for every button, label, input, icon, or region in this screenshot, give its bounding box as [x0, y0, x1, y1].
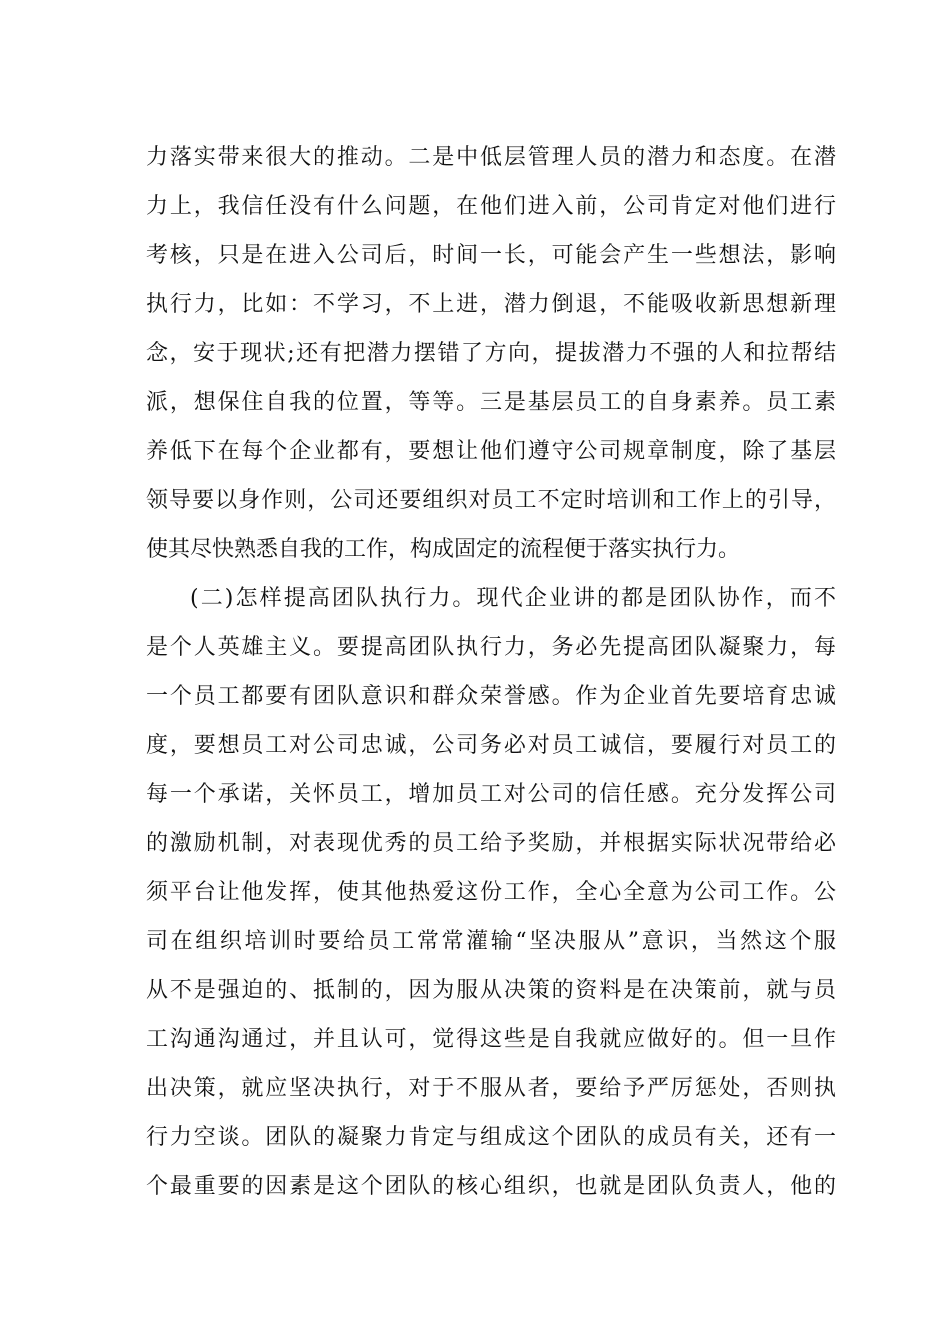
- text-line: 养低下在每个企业都有，要想让他们遵守公司规章制度，除了基层: [146, 439, 836, 464]
- text-line: 是个人英雄主义。要提高团队执行力，务必先提高团队凝聚力，每: [146, 635, 836, 660]
- text-line: 考核，只是在进入公司后，时间一长，可能会产生一些想法，影响: [146, 243, 836, 268]
- text-line: 工沟通沟通过，并且认可，觉得这些是自我就应做好的。但一旦作: [146, 1027, 836, 1052]
- paragraph-first-line: (二)怎样提高团队执行力。现代企业讲的都是团队协作，而不: [190, 586, 836, 611]
- paragraph-last-line: 使其尽快熟悉自我的工作，构成固定的流程便于落实执行力。: [146, 537, 741, 562]
- text-line: 力落实带来很大的推动。二是中低层管理人员的潜力和态度。在潜: [146, 145, 836, 170]
- text-line: 行力空谈。团队的凝聚力肯定与组成这个团队的成员有关，还有一: [146, 1125, 836, 1150]
- text-line: 每一个承诺，关怀员工，增加员工对公司的信任感。充分发挥公司: [146, 782, 836, 807]
- text-line: 须平台让他发挥，使其他热爱这份工作，全心全意为公司工作。公: [146, 880, 836, 905]
- text-line: 的激励机制，对表现优秀的员工给予奖励，并根据实际状况带给必: [146, 831, 836, 856]
- text-line: 司在组织培训时要给员工常常灌输“坚决服从”意识，当然这个服: [146, 929, 836, 954]
- text-line: 度，要想员工对公司忠诚，公司务必对员工诚信，要履行对员工的: [146, 733, 836, 758]
- text-line: 念，安于现状;还有把潜力摆错了方向，提拔潜力不强的人和拉帮结: [146, 341, 836, 366]
- text-line: 出决策，就应坚决执行，对于不服从者，要给予严厉惩处，否则执: [146, 1076, 836, 1101]
- text-line: 领导要以身作则，公司还要组织对员工不定时培训和工作上的引导，: [146, 488, 836, 513]
- text-line: 执行力，比如：不学习，不上进，潜力倒退，不能吸收新思想新理: [146, 292, 836, 317]
- text-line: 个最重要的因素是这个团队的核心组织，也就是团队负责人，他的: [146, 1174, 836, 1199]
- text-line: 派，想保住自我的位置，等等。三是基层员工的自身素养。员工素: [146, 390, 836, 415]
- text-line: 从不是强迫的、抵制的，因为服从决策的资料是在决策前，就与员: [146, 978, 836, 1003]
- text-line: 力上，我信任没有什么问题，在他们进入前，公司肯定对他们进行: [146, 194, 836, 219]
- text-line: 一个员工都要有团队意识和群众荣誉感。作为企业首先要培育忠诚: [146, 684, 836, 709]
- body-text: [146, 133, 836, 1211]
